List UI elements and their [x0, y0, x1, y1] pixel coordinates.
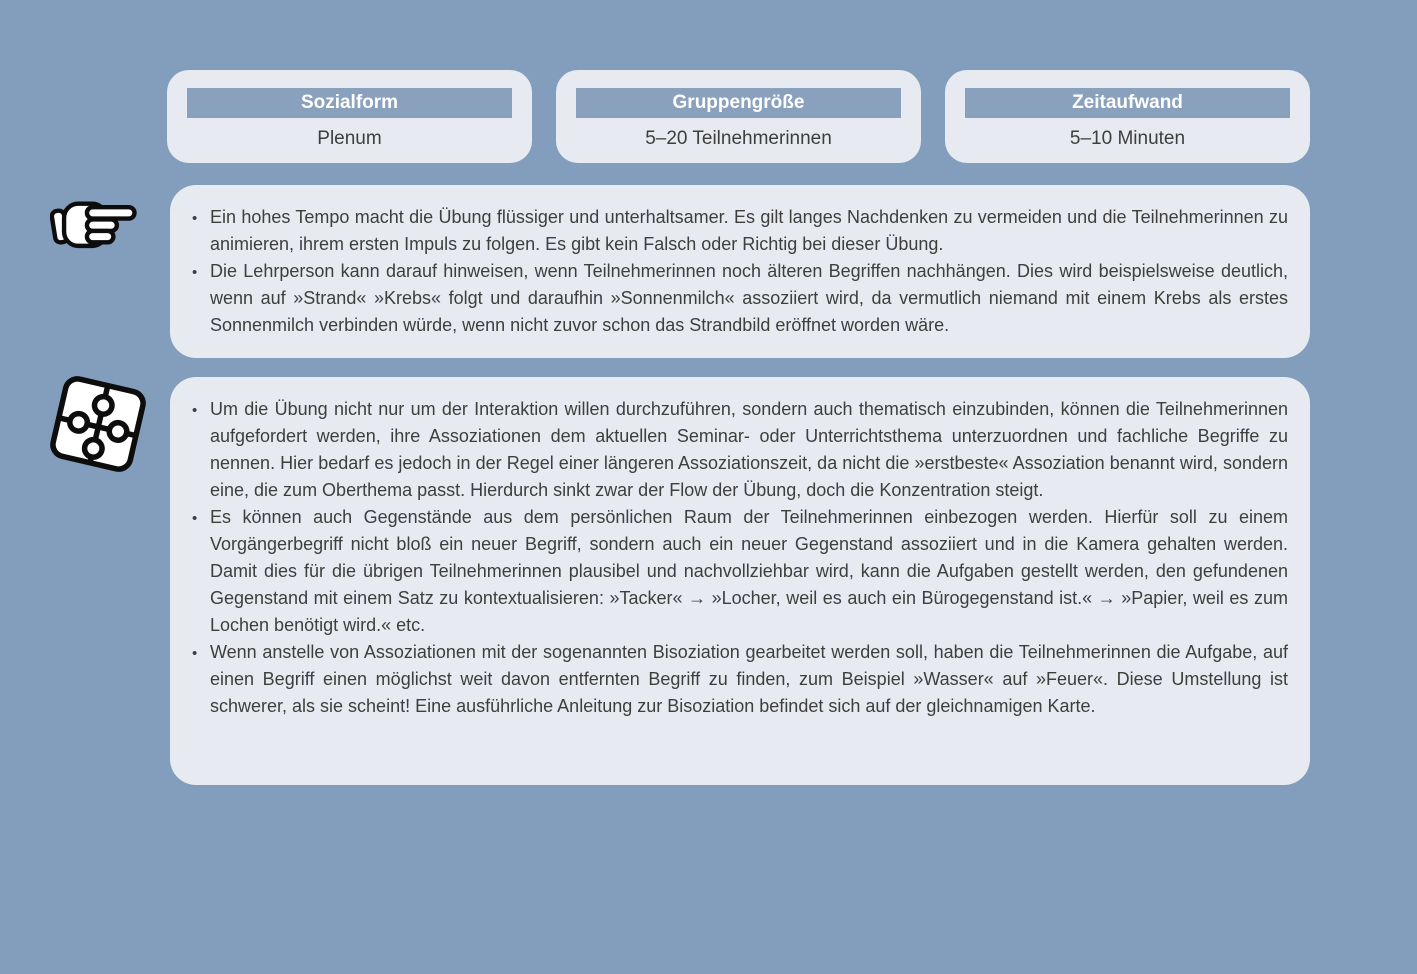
variations-bullet-list [170, 396, 1288, 720]
list-item: • Um die Übung nicht nur um der Interaktion willen durchzuführen, sondern auch thematisch einzubinden, können die Teilnehmerinnen aufgefordert werden, ihre Assoziationen dem aktuellen Seminar- oder Unterrichtsthema unterzuordnen und fachliche Begriffe zu nennen. Hier bedarf es jedoch in der Regel einer längeren Assoziationszeit, da nicht die »erstbeste« Assoziation benannt wird, sondern eine, die zum Oberthema passt. Hierdurch sinkt zwar der Flow der Übung, doch die Konzentration steigt. [210, 396, 1288, 504]
list-item: • Wenn anstelle von Assoziationen mit der sogenannten Bisoziation gearbeitet werden soll, haben die Teilnehmerinnen die Aufgabe, auf einen Begriff einen möglichst weit davon entfernten Begriff zu finden, zum Beispiel »Wasser« auf »Feuer«. Diese Umstellung ist schwerer, als sie scheint! Eine ausführliche Anleitung zur Bisoziation befindet sich auf der gleichnamigen Karte. [210, 639, 1288, 720]
variations-box [170, 377, 1310, 785]
list-item: • Die Lehrperson kann darauf hinweisen, wenn Teilnehmerinnen noch älteren Begriffen nachhängen. Dies wird beispielsweise deutlich, wenn auf »Strand« »Krebs« folgt und daraufhin »Sonnenmilch« assoziiert wird, da vermutlich niemand mit einem Krebs als erstes Sonnenmilch verbinden würde, wenn nicht zuvor schon das Strandbild eröffnet worden wäre. [210, 258, 1288, 339]
info-card-value: Plenum [317, 128, 382, 149]
info-card-label: Zeitaufwand [1072, 92, 1183, 113]
info-card-value: 5–10 Minuten [1069, 128, 1186, 149]
puzzle-icon [43, 369, 153, 479]
info-card-header [965, 88, 1290, 118]
info-card-zeitaufwand [945, 70, 1310, 163]
info-card-gruppengroesse [556, 70, 921, 163]
info-card-label: Sozialform [300, 92, 399, 113]
list-item: • Ein hohes Tempo macht die Übung flüssiger und unterhaltsamer. Es gilt langes Nachdenken zu vermeiden und die Teilnehmerinnen zu animieren, ihrem ersten Impuls zu folgen. Es gibt kein Falsch oder Richtig bei dieser Übung. [210, 204, 1288, 258]
list-item: • Es können auch Gegenstände aus dem persönlichen Raum der Teilnehmerinnen einbezogen werden. Hierfür soll zu einem Vorgängerbegriff nicht bloß ein neuer Begriff, sondern auch ein neuer Gegenstand assoziiert und in die Kamera gehalten werden. Damit dies für die übrigen Teilnehmerinnen plausibel und nachvollziehbar wird, kann die Aufgaben gestellt werden, den gefundenen Gegenstand mit einem Satz zu kontextualisieren: »Tacker« → »Locher, weil es auch ein Bürogegenstand ist.« → »Papier, weil es zum Lochen benötigt wird.« etc. [210, 504, 1288, 639]
hints-box [170, 185, 1310, 358]
info-card-label: Gruppengröße [672, 92, 805, 113]
info-card-header [187, 88, 512, 118]
hints-bullet-list [170, 204, 1288, 339]
info-card-header [576, 88, 901, 118]
pointing-hand-icon [50, 192, 138, 254]
info-card-sozialform [167, 70, 532, 163]
info-card-value: 5–20 Teilnehmerinnen [645, 128, 832, 149]
